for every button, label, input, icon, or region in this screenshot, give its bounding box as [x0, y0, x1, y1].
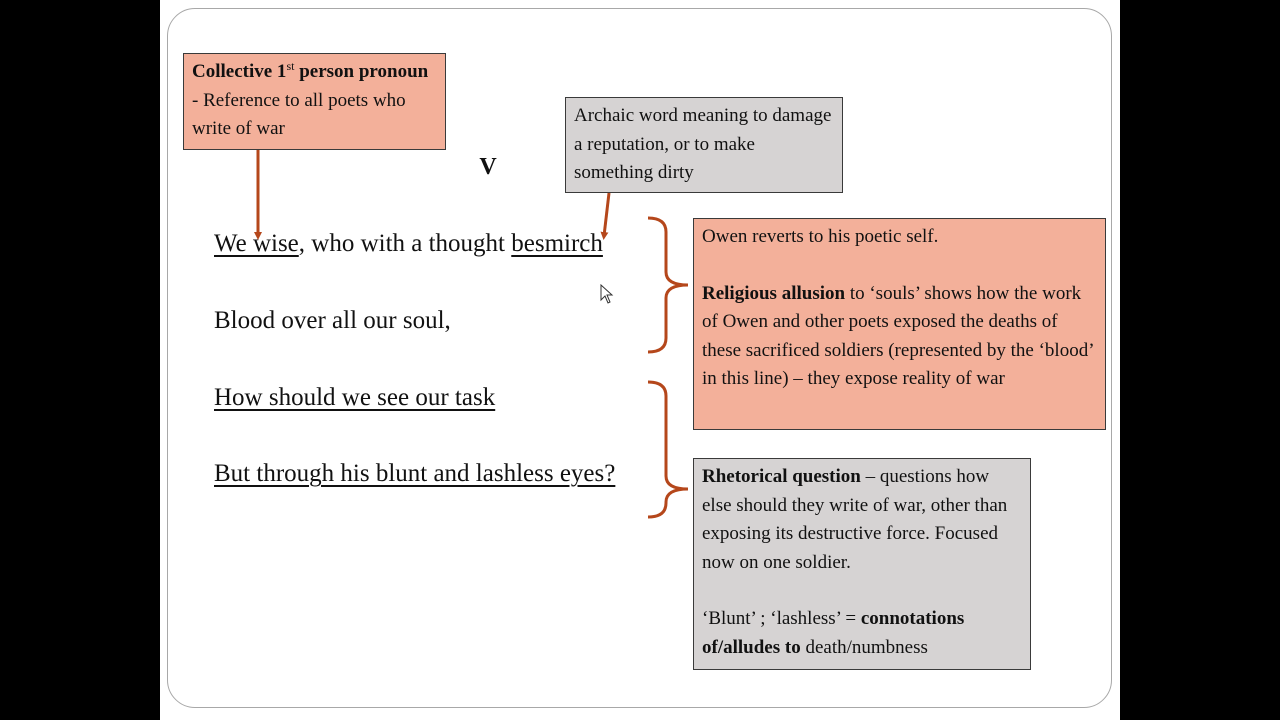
note-rhetorical-p2-end: death/numbness: [800, 636, 928, 658]
poem-line-3: How should we see our task: [214, 384, 496, 411]
note-religious-rest: to ‘souls’ shows how the work of Owen and other poets exposed the deaths of these sacrificed soldiers (represented by the ‘blood’ in this line) – they expose reality of war: [702, 282, 1094, 389]
note-rhetorical-p2-start: ‘Blunt’ ; ‘lashless’ =: [702, 608, 861, 629]
note-religious-intro: Owen reverts to his poetic self.: [702, 226, 939, 247]
stanza-number: V: [479, 154, 497, 180]
note-archaic-text: Archaic word meaning to damage a reputation, or to make something dirty: [574, 105, 832, 183]
mouse-cursor-icon: [600, 284, 614, 304]
note-pronoun-bold-a: Collective 1: [192, 61, 287, 82]
poem-line-2: Blood over all our soul,: [214, 307, 451, 334]
note-pronoun-superscript: st: [286, 59, 295, 73]
note-pronoun-bold-b: person pronoun: [294, 61, 429, 82]
note-pronoun-rest: - Reference to all poets who write of war: [192, 89, 406, 139]
poem-line-1-middle: , who with a thought: [298, 230, 512, 257]
bracket-lines-3-4: [648, 382, 688, 517]
poem-line-4: But through his blunt and lashless eyes?: [214, 460, 616, 487]
note-religious-bold: Religious allusion: [702, 282, 846, 304]
note-rhetorical-bold: Rhetorical question: [702, 466, 861, 487]
arrow-to-besmirch: [604, 193, 609, 236]
note-rhetorical-rest: – questions how else should they write of war, other than exposing its destructive force. Focused now on one soldier.: [702, 466, 1008, 573]
bracket-lines-1-2: [648, 218, 688, 352]
poem-line-1-underlined-besmirch: besmirch: [511, 230, 603, 257]
note-rhetorical-p2-bold: connotations of/alludes to: [702, 608, 965, 658]
poem-line-1-underlined-we-wise: We wise: [214, 230, 299, 257]
